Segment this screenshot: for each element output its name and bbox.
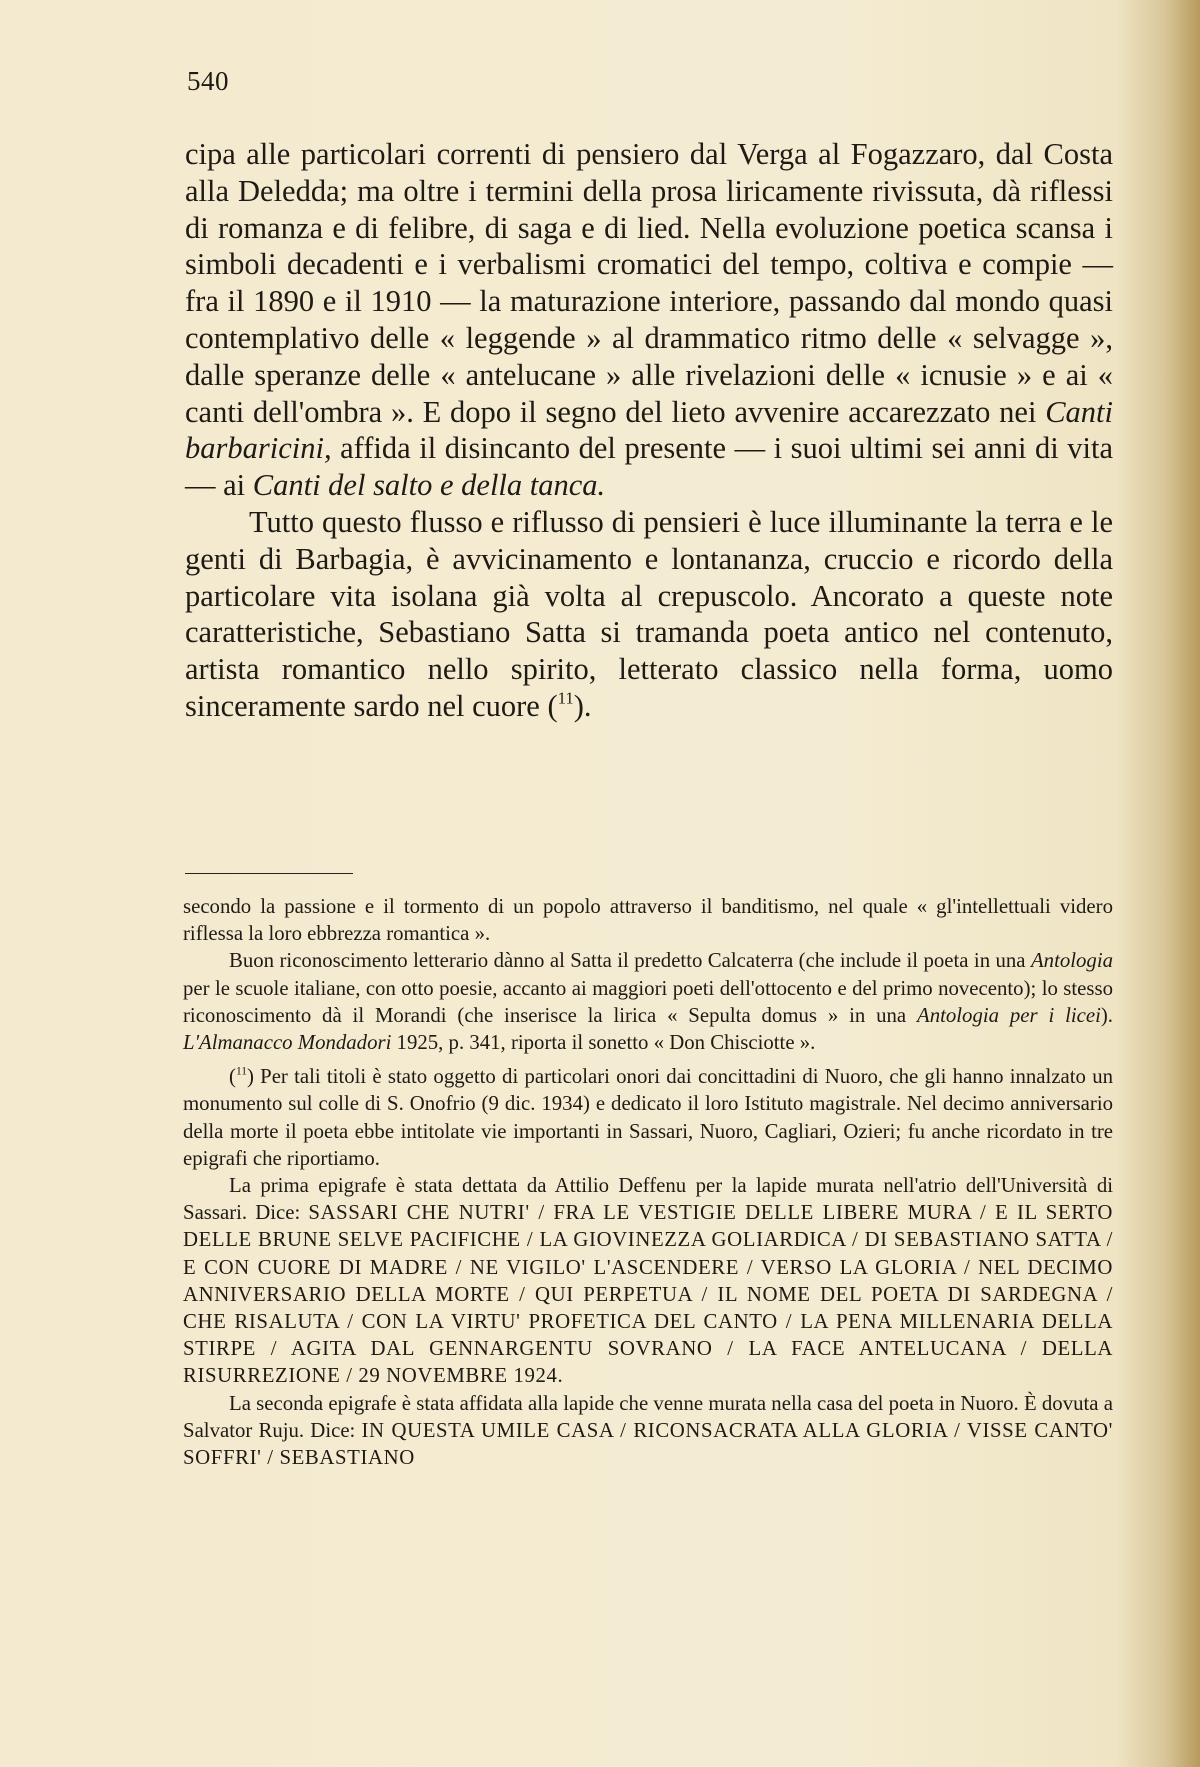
epigraph-1: La prima epigrafe è stata dettata da Attilio Deffenu per la lapide murata nell'atrio dell'Università di Sassari. Dice: SASSARI CHE NUTRI' / FRA LE VESTIGIE DELLE LIBERE MURA / E IL SERTO DELLE BRUNE SELVE PACIFICHE / LA GIOVINEZZA GOLIARDICA / DI SEBASTIANO SATTA / E CON CUORE DI MADRE / NE VIGILO' L'ASCENDERE / VERSO LA GLORIA / NEL DECIMO ANNIVERSARIO DELLA MORTE / QUI PERPETUA / IL NOME DEL POETA DI SARDEGNA / CHE RISALUTA / CON LA VIRTU' PROFETICA DEL CANTO / LA PENA MILLENARIA DELLA STIRPE / AGITA DAL GENNARGENTU SOVRANO / LA FACE ANTELUCANA / DELLA RISURREZIONE / 29 NOVEMBRE 1924. [183, 1174, 1114, 1388]
main-text [185, 136, 1113, 725]
title-canti-del-salto: Canti del salto e della tanca. [252, 468, 606, 503]
footnote-number: 11 [235, 1065, 247, 1078]
footnote-continuation-2: Buon riconoscimento letterario dànno al Satta il predetto Calcaterra (che include il poeta in una Antologia per le scuole italiane, con otto poesie, accanto ai maggiori poeti dell'ottocento e del primo novecento); lo stesso riconoscimento dà il Morandi (che inserisce la lirica « Sepulta domus » in una Antologia per i licei). L'Almanacco Mondadori 1925, p. 341, riporta il sonetto « Don Chisciotte ». [183, 949, 1113, 1055]
footnotes [183, 893, 1113, 1471]
footnote-continuation: secondo la passione e il tormento di un popolo attraverso il banditismo, nel quale « gl'intellettuali videro riflessa la loro ebbrezza romantica ». [183, 895, 1113, 946]
footnote-ref-11: 11 [557, 688, 574, 708]
footnote-separator [185, 873, 353, 874]
title-canti-barbaricini: Canti barbaricini, [185, 394, 1113, 466]
paragraph-1: cipa alle particolari correnti di pensiero dal Verga al Fogazzaro, dal Costa alla Deledda; ma oltre i termini della prosa liricamente rivissuta, dà riflessi di romanza e di felibre, di saga e di lied. Nella evoluzione poetica scansa i simboli decadenti e i verbalismi cromatici del tempo, coltiva e compie — fra il 1890 e il 1910 — la maturazione interiore, passando dal mondo quasi contemplativo delle « leggende » al drammatico ritmo delle « selvagge », dalle speranze delle « antelucane » alle rivelazioni delle « icnusie » e ai « canti dell'ombra ». E dopo il segno del lieto avvenire accarezzato nei Canti barbaricini, affida il disincanto del presente — i suoi ultimi sei anni di vita — ai Canti del salto e della tanca. [185, 137, 1113, 503]
page-number: 540 [187, 66, 229, 96]
epigraph-2: La seconda epigrafe è stata affidata alla lapide che venne murata nella casa del poeta in Nuoro. È dovuta a Salvator Ruju. Dice: IN QUESTA UMILE CASA / RICONSACRATA ALLA GLORIA / VISSE CANTO' SOFFRI' / SEBASTIANO [183, 1391, 1114, 1470]
paragraph-2: Tutto questo flusso e riflusso di pensieri è luce illuminante la terra e le genti di Barbagia, è avvicinamento e lontananza, cruccio e ricordo della particolare vita isolana già volta al crepuscolo. Ancorato a queste note caratteristiche, Sebastiano Satta si tramanda poeta antico nel contenuto, artista romantico nello spirito, letterato classico nella forma, uomo sinceramente sardo nel cuore ($^{11}$). [185, 504, 1113, 723]
footnote-11: ($^{11}$) Per tali titoli è stato oggetto di particolari onori dai concittadini di Nuoro, che gli hanno innalzato un monumento sul colle di S. Onofrio (9 dic. 1934) e dedicato il loro Istituto magistrale. Nel decimo anniversario della morte il poeta ebbe intitolate vie importanti in Sassari, Nuoro, Cagliari, Ozieri; fu anche ricordato in tre epigrafi che riportiamo. [183, 1065, 1113, 1170]
